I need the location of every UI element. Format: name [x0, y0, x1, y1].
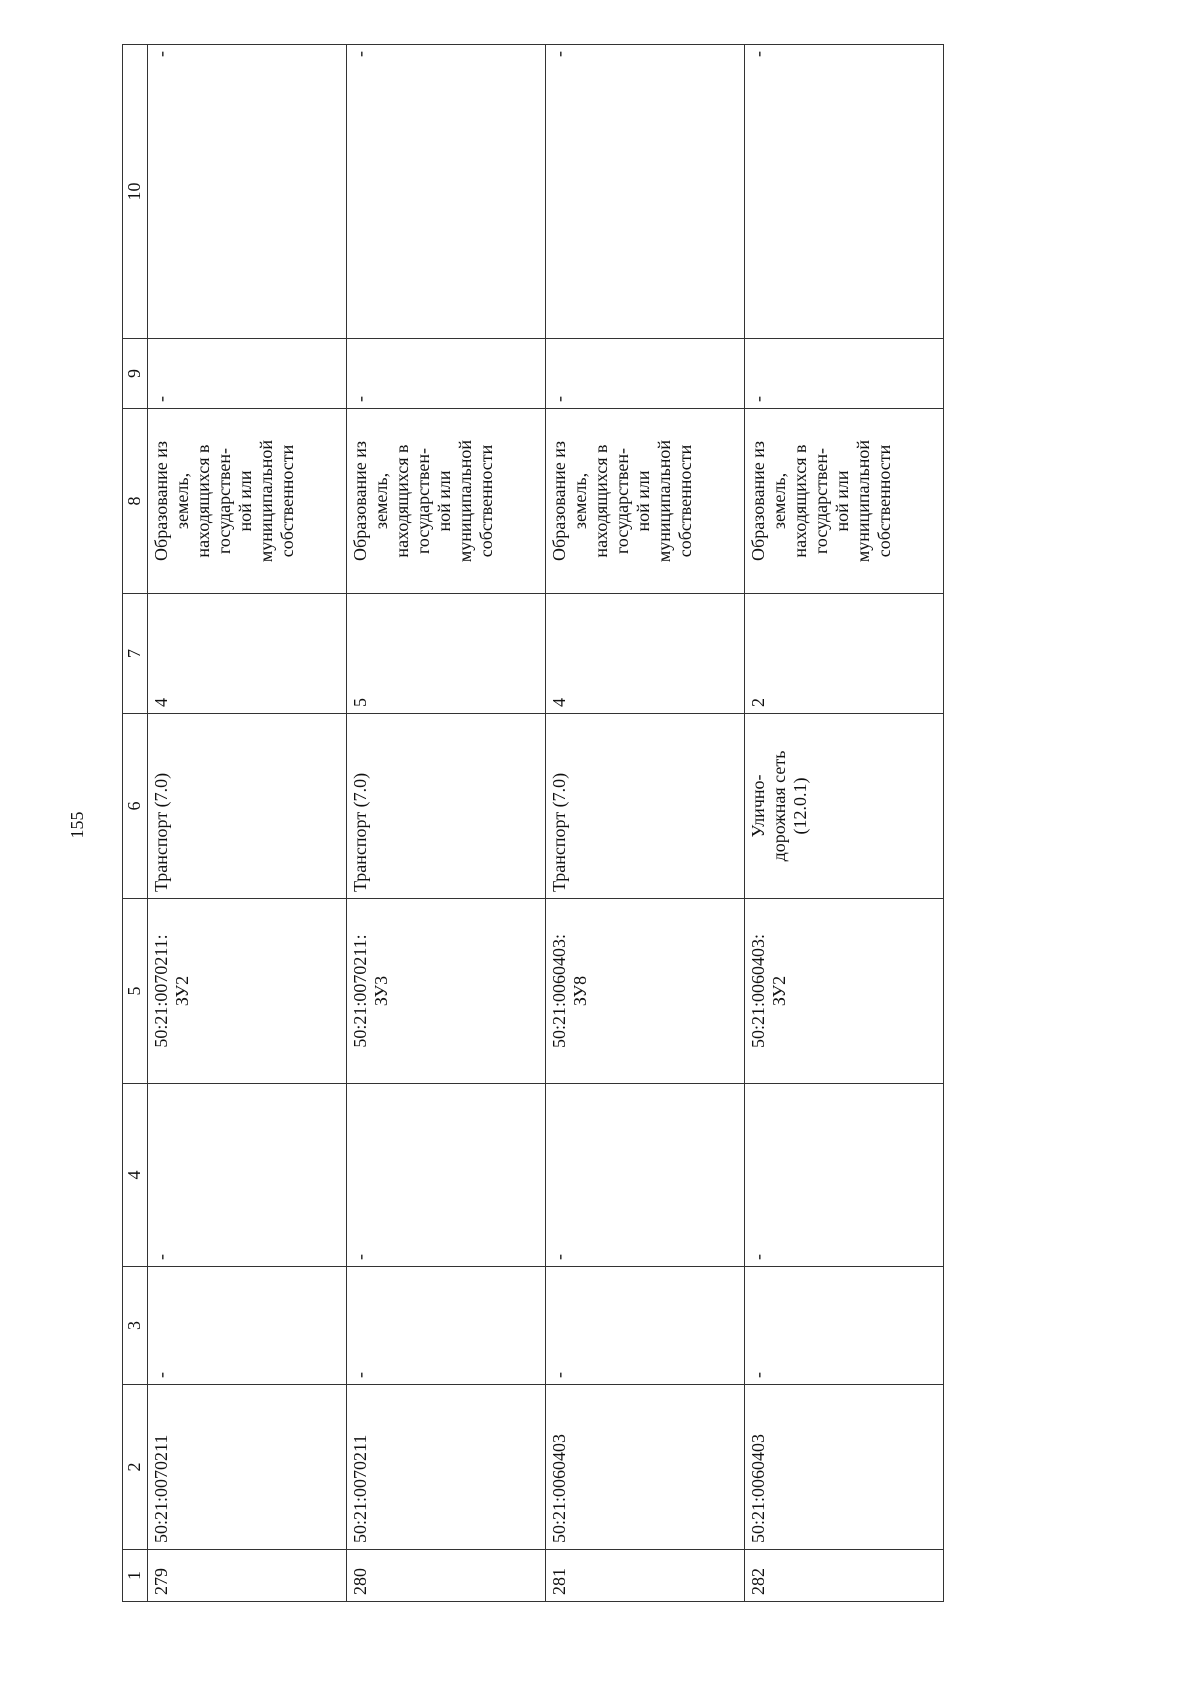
- cell-col3: -: [148, 1267, 347, 1385]
- cell-col3: -: [546, 1267, 745, 1385]
- cell-col9: -: [148, 339, 347, 409]
- formation-line: государствен-: [214, 448, 234, 555]
- column-header: 8: [123, 409, 148, 594]
- column-header: 2: [123, 1385, 148, 1550]
- column-header: 1: [123, 1550, 148, 1602]
- formation-line: Образование из: [748, 441, 768, 561]
- table-row: [546, 45, 745, 1602]
- land-parcels-table: [122, 44, 944, 1602]
- formation-method: [546, 409, 745, 594]
- permitted-use: Транспорт (7.0): [347, 714, 546, 899]
- cell-col9: -: [546, 339, 745, 409]
- formation-line: земель,: [769, 472, 789, 530]
- formation-method: [347, 409, 546, 594]
- formation-method: [745, 409, 944, 594]
- area-value: 2: [745, 594, 944, 714]
- formation-line: Образование из: [549, 441, 569, 561]
- formation-line: собственности: [476, 444, 496, 558]
- formation-method: [148, 409, 347, 594]
- formation-line: Образование из: [151, 441, 171, 561]
- formation-line: собственности: [277, 444, 297, 558]
- cadastral-quarter: 50:21:0070211: [347, 1385, 546, 1550]
- parcel-designation: [745, 899, 944, 1084]
- formation-line: земель,: [172, 472, 192, 530]
- column-header: 3: [123, 1267, 148, 1385]
- parcel-line: ЗУ2: [769, 975, 789, 1007]
- page-number: 155: [66, 811, 87, 839]
- formation-line: земель,: [570, 472, 590, 530]
- permitted-use: Транспорт (7.0): [148, 714, 347, 899]
- formation-line: ной или: [434, 470, 454, 532]
- column-header: 7: [123, 594, 148, 714]
- formation-line: ной или: [832, 470, 852, 532]
- formation-line: находящихся в: [591, 444, 611, 558]
- cell-col3: -: [745, 1267, 944, 1385]
- row-number: 282: [745, 1550, 944, 1602]
- parcel-line: 50:21:0070211:: [151, 934, 171, 1048]
- use-line: дорожная сеть: [769, 750, 789, 862]
- header-row: [123, 45, 148, 1602]
- parcel-line: ЗУ2: [172, 975, 192, 1007]
- formation-line: находящихся в: [193, 444, 213, 558]
- cell-col3: -: [347, 1267, 546, 1385]
- cell-col10: -: [347, 45, 546, 339]
- cell-col10: -: [745, 45, 944, 339]
- parcel-line: 50:21:0060403:: [549, 934, 569, 1049]
- formation-line: собственности: [675, 444, 695, 558]
- formation-line: государствен-: [811, 448, 831, 555]
- cell-col10: -: [546, 45, 745, 339]
- table-row: [347, 45, 546, 1602]
- area-value: 5: [347, 594, 546, 714]
- formation-line: муниципальной: [654, 439, 674, 563]
- row-number: 281: [546, 1550, 745, 1602]
- cadastral-quarter: 50:21:0060403: [745, 1385, 944, 1550]
- formation-line: находящихся в: [392, 444, 412, 558]
- cell-col4: -: [745, 1084, 944, 1267]
- formation-line: Образование из: [350, 441, 370, 561]
- cell-col4: -: [347, 1084, 546, 1267]
- formation-line: ной или: [235, 470, 255, 532]
- parcel-designation: [148, 899, 347, 1084]
- table-row: [148, 45, 347, 1602]
- formation-line: муниципальной: [455, 439, 475, 563]
- permitted-use: Транспорт (7.0): [546, 714, 745, 899]
- use-line: (12.0.1): [790, 777, 810, 835]
- formation-line: ной или: [633, 470, 653, 532]
- formation-line: государствен-: [413, 448, 433, 555]
- area-value: 4: [546, 594, 745, 714]
- formation-line: земель,: [371, 472, 391, 530]
- column-header: 6: [123, 714, 148, 899]
- formation-line: находящихся в: [790, 444, 810, 558]
- column-header: 5: [123, 899, 148, 1084]
- formation-line: государствен-: [612, 448, 632, 555]
- permitted-use: [745, 714, 944, 899]
- cell-col9: -: [347, 339, 546, 409]
- table-container: [122, 45, 931, 1602]
- formation-line: муниципальной: [853, 439, 873, 563]
- table-row: [745, 45, 944, 1602]
- use-line: Улично-: [748, 774, 768, 838]
- cell-col4: -: [546, 1084, 745, 1267]
- cell-col10: -: [148, 45, 347, 339]
- parcel-line: 50:21:0070211:: [350, 934, 370, 1048]
- column-header: 4: [123, 1084, 148, 1267]
- parcel-designation: [347, 899, 546, 1084]
- formation-line: собственности: [874, 444, 894, 558]
- parcel-line: ЗУ8: [570, 975, 590, 1007]
- parcel-designation: [546, 899, 745, 1084]
- cell-col9: -: [745, 339, 944, 409]
- cadastral-quarter: 50:21:0060403: [546, 1385, 745, 1550]
- column-header: 9: [123, 339, 148, 409]
- row-number: 279: [148, 1550, 347, 1602]
- column-header: 10: [123, 45, 148, 339]
- parcel-line: ЗУ3: [371, 975, 391, 1007]
- formation-line: муниципальной: [256, 439, 276, 563]
- row-number: 280: [347, 1550, 546, 1602]
- area-value: 4: [148, 594, 347, 714]
- cell-col4: -: [148, 1084, 347, 1267]
- parcel-line: 50:21:0060403:: [748, 934, 768, 1049]
- cadastral-quarter: 50:21:0070211: [148, 1385, 347, 1550]
